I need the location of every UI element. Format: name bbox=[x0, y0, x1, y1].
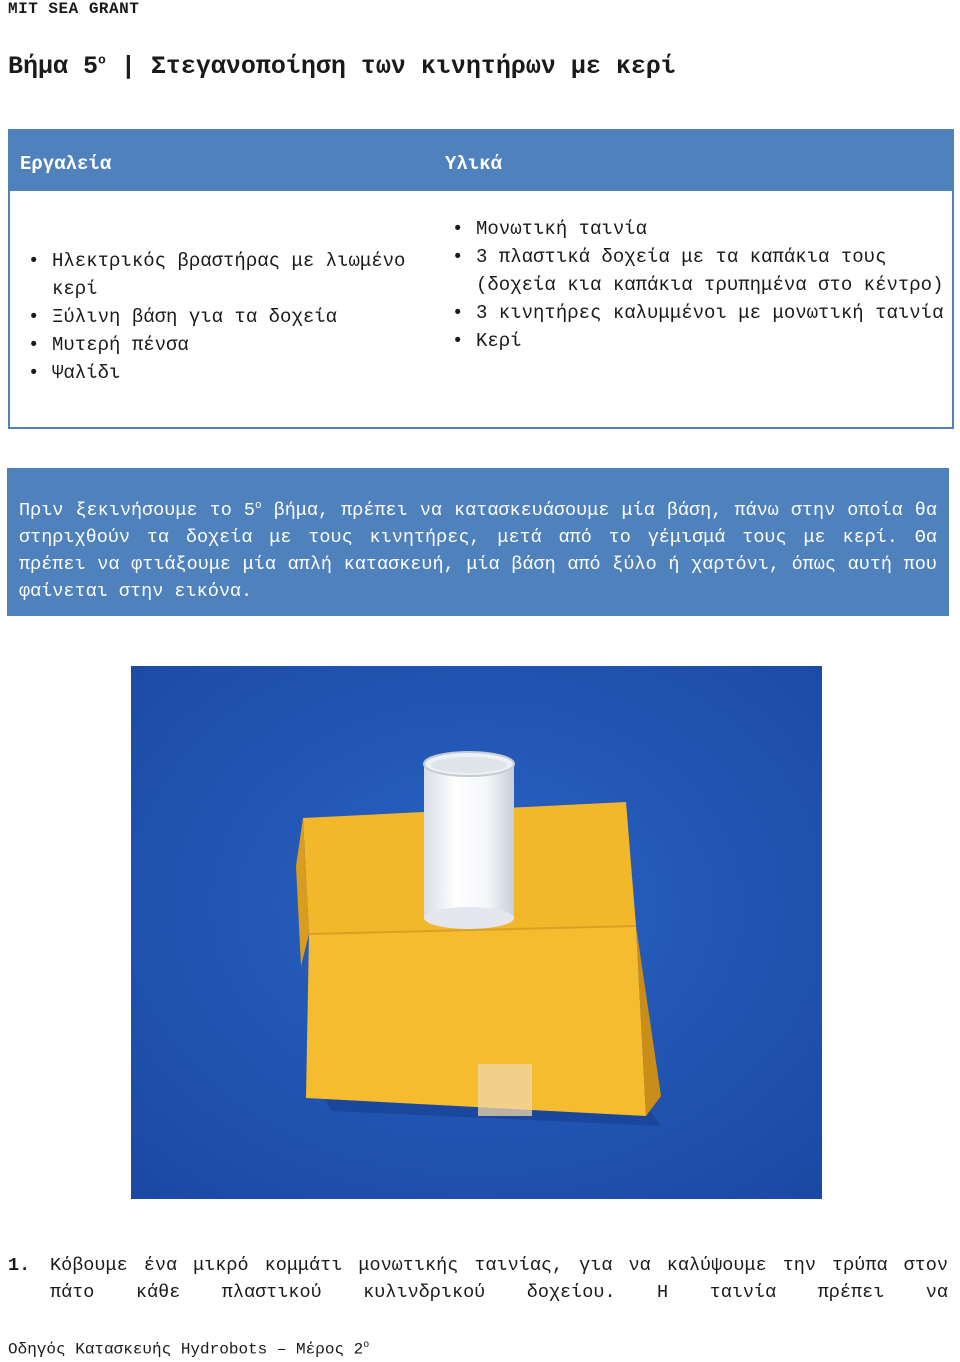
tools-heading: Εργαλεία bbox=[20, 153, 112, 175]
materials-list-item: • 3 κινητήρες καλυμμένοι με μονωτική ταινία bbox=[442, 299, 947, 327]
plastic-container-bottom bbox=[424, 907, 514, 929]
tools-list-item: • Ηλεκτρικός βραστήρας με λιωμένο κερί bbox=[18, 247, 418, 303]
footer-text: Οδηγός Κατασκευής Hydrobots – Μέρος 2 bbox=[8, 1340, 364, 1359]
tape-strip bbox=[478, 1064, 532, 1116]
box-front-face bbox=[306, 926, 646, 1116]
intro-superscript: ο bbox=[254, 500, 262, 512]
tools-list-item: • Ψαλίδι bbox=[18, 359, 418, 387]
tools-list-item: • Μυτερή πένσα bbox=[18, 331, 418, 359]
page-title bbox=[8, 52, 676, 81]
title-step: Βήμα 5 bbox=[8, 52, 99, 81]
tools-list-item: • Ξύλινη βάση για τα δοχεία bbox=[18, 303, 418, 331]
materials-list bbox=[442, 215, 947, 355]
stand-photo bbox=[131, 666, 822, 1199]
intro-text-start: Πριν ξεκινήσουμε το 5 bbox=[19, 500, 255, 522]
materials-list-item: • Κερί bbox=[442, 327, 947, 355]
materials-heading: Υλικά bbox=[445, 153, 503, 175]
title-text: | Στεγανοποίηση των κινητήρων με κερί bbox=[105, 52, 676, 81]
materials-list-item: • Μονωτική ταινία bbox=[442, 215, 947, 243]
footer-superscript: ο bbox=[363, 1340, 370, 1351]
materials-table-header bbox=[10, 131, 952, 191]
step-text: Κόβουμε ένα μικρό κομμάτι μονωτικής ταινίας, για να καλύψουμε την τρύπα στον πάτο κάθε πλαστικού κυλινδρικού δοχείου. Η ταινία πρέπει να bbox=[50, 1255, 948, 1303]
tools-column bbox=[18, 247, 418, 387]
materials-table bbox=[8, 129, 954, 429]
step-number: 1. bbox=[8, 1255, 31, 1276]
intro-box bbox=[7, 468, 949, 616]
page-footer bbox=[8, 1340, 369, 1358]
step-1 bbox=[8, 1252, 948, 1306]
organization-header: MIT SEA GRANT bbox=[8, 0, 140, 18]
title-superscript: ο bbox=[98, 52, 106, 68]
materials-column bbox=[442, 215, 947, 355]
plastic-container bbox=[424, 764, 514, 918]
tools-list bbox=[18, 247, 418, 387]
materials-list-item: • 3 πλαστικά δοχεία με τα καπάκια τους (δοχεία κια καπάκια τρυπημένα στο κέντρο) bbox=[442, 243, 947, 299]
intro-text-rest: βήμα, πρέπει να κατασκευάσουμε μία βάση, πάνω στην οποία θα στηριχθούν τα δοχεία με τους κινητήρες, μετά από το γέμισμά τους με κερί. Θα πρέπει να φτιάξουμε μία απλή κατασκευή, μία βάση από ξύλο ή χαρτόνι, όπως αυτή που φαίνεται στην εικόνα. bbox=[19, 500, 938, 603]
